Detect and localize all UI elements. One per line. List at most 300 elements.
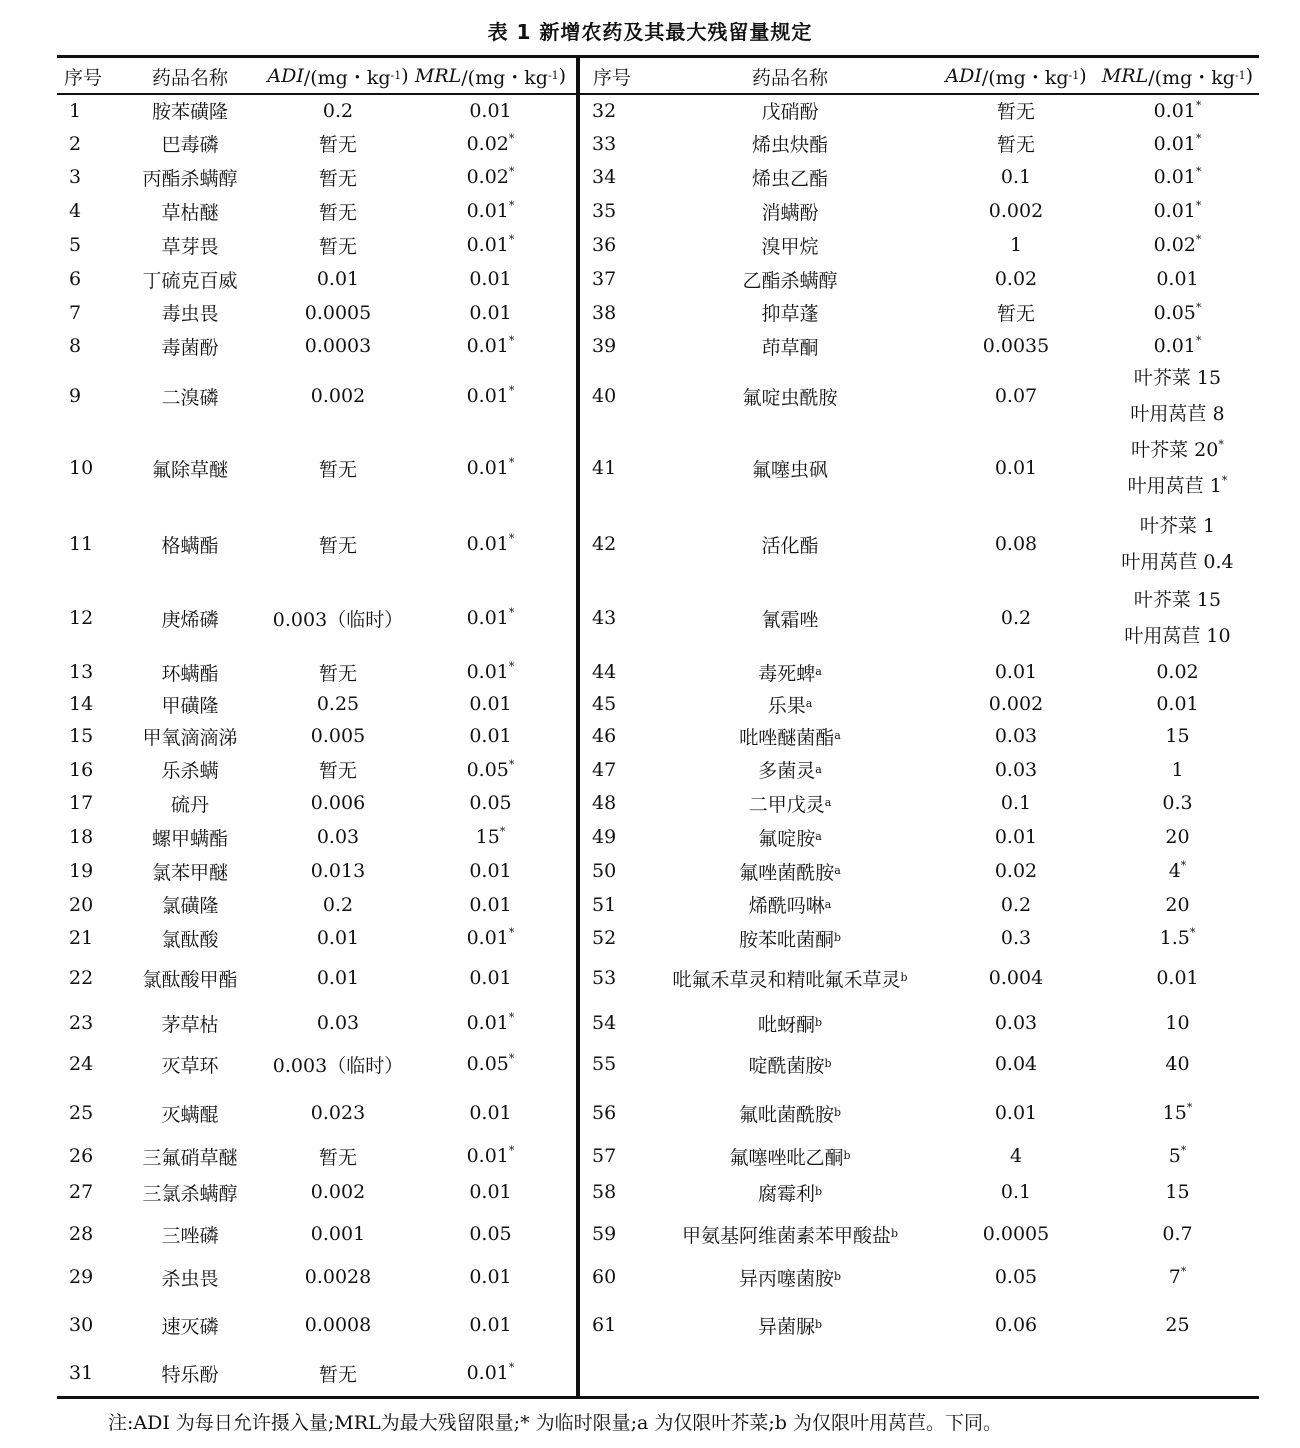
pesticide-name-text: 草枯醚: [161, 201, 219, 224]
pesticide-name-text: 烯虫炔酯: [751, 134, 828, 156]
mrl-text: 0.01: [469, 1314, 512, 1336]
table-row: [57, 1001, 576, 1045]
mrl-line: [467, 752, 515, 788]
pesticide-name-text: 速灭磷: [161, 1315, 219, 1338]
mrl-text: 叶芥菜 15: [1133, 367, 1222, 389]
adi-value: 0.001: [310, 1223, 366, 1245]
mrl-value: [1096, 921, 1259, 955]
row-number: 50: [592, 860, 617, 882]
temporary-limit-mark: *: [508, 1361, 515, 1374]
mrl-value: [1096, 1143, 1259, 1169]
pesticide-name: [109, 1169, 271, 1215]
mrl-text: 0.05: [466, 1053, 509, 1075]
table-row: [580, 1045, 1259, 1083]
mrl-line: [469, 785, 511, 821]
mrl-value: [1096, 262, 1259, 296]
row-number: 25: [69, 1102, 94, 1124]
right-header-row: [580, 58, 1259, 94]
pesticide-name: [644, 363, 936, 429]
row-number: 28: [69, 1223, 94, 1245]
row-number: 2: [69, 132, 82, 155]
row-number: 53: [592, 967, 617, 989]
mrl-line: [1165, 718, 1189, 754]
mrl-value: [1096, 1001, 1259, 1045]
adi-value: 0.023: [310, 1102, 366, 1124]
mrl-value: [405, 127, 576, 160]
row-number: 46: [592, 725, 617, 747]
row-number: 13: [69, 661, 94, 683]
pesticide-name-text: 抑草蓬: [761, 303, 819, 325]
right-table-half: [580, 58, 1259, 1396]
row-number: 7: [69, 301, 82, 324]
mrl-text: 0.01: [469, 1266, 512, 1288]
mrl-line: [1165, 1046, 1189, 1082]
pesticide-name: [644, 160, 936, 194]
pesticide-name-text: 异菌脲: [757, 1315, 815, 1338]
mrl-value: [405, 429, 576, 507]
mrl-line: [1154, 159, 1202, 195]
mrl-value: [1096, 127, 1259, 160]
row-number: 36: [592, 234, 617, 256]
mrl-text: 0.01: [469, 860, 512, 882]
row-number: 33: [592, 132, 617, 155]
temporary-limit-mark: *: [508, 199, 515, 212]
mrl-text: 20: [1165, 826, 1190, 848]
mrl-line: [469, 686, 511, 722]
mrl-line: [1124, 618, 1230, 654]
pesticide-name-text: 胺苯磺隆: [151, 101, 228, 123]
pesticide-name-text: 灭草环: [161, 1054, 219, 1077]
pesticide-name: [109, 194, 271, 228]
pesticide-name: 二甲戊灵 a: [644, 786, 936, 820]
pesticide-name: [109, 820, 271, 854]
adi-value: 0.01: [994, 826, 1038, 848]
mrl-text: 0.02: [1153, 234, 1196, 256]
row-number: 26: [69, 1145, 94, 1167]
mrl-line: [467, 1046, 515, 1082]
mrl-value: [1096, 1169, 1259, 1215]
mrl-line: [469, 887, 511, 923]
mrl-value: [405, 329, 576, 363]
row-number: 48: [592, 792, 617, 814]
adi-value: 0.04: [994, 1053, 1038, 1075]
pesticide-name-text: 胺苯吡菌酮: [738, 928, 834, 951]
adi-value: 0.005: [310, 725, 366, 747]
table-row: [57, 786, 576, 820]
row-number: 49: [592, 826, 617, 848]
pesticide-name-text: 氟唑菌酰胺: [739, 861, 835, 884]
table-row: [580, 1143, 1259, 1169]
adi-value: 4: [1009, 1145, 1023, 1167]
mrl-value: [1096, 581, 1259, 655]
mrl-line: [467, 526, 515, 562]
left-rows: [57, 94, 576, 1396]
pesticide-name: [109, 888, 271, 921]
pesticide-name-text: 毒菌酚: [161, 336, 219, 359]
mrl-value: [1096, 786, 1259, 820]
table-footnote: 注:ADI 为每日允许摄入量;MRL为最大残留限量;* 为临时限量;a 为仅限叶芥菜;b 为仅限叶用莴苣。下同。: [108, 1412, 1002, 1434]
table-row: [580, 94, 1259, 127]
adi-value: 0.05: [994, 1266, 1038, 1288]
adi-value: 0.25: [316, 693, 360, 715]
mrl-text: 5: [1168, 1145, 1181, 1167]
mrl-text: 0.01: [1156, 268, 1199, 290]
table-row: [57, 888, 576, 921]
mrl-line: [469, 1307, 511, 1343]
adi-value: 暂无: [318, 1146, 357, 1169]
table-row: [57, 820, 576, 854]
adi-value: 暂无: [318, 134, 357, 156]
header-mrl-abbr: MRL: [1101, 65, 1149, 87]
adi-value: 暂无: [996, 101, 1035, 123]
mrl-value: [1096, 1083, 1259, 1143]
pesticide-name: [109, 1045, 271, 1083]
mrl-value: [405, 94, 576, 127]
row-number: 37: [592, 268, 617, 290]
adi-value: 0.03: [994, 725, 1038, 747]
row-number: 55: [592, 1053, 617, 1075]
mrl-text: 25: [1165, 1314, 1190, 1336]
pesticide-name: [109, 1301, 271, 1349]
adi-value: 0.0028: [304, 1266, 372, 1288]
pesticide-name-text: 草芽畏: [161, 235, 219, 258]
mrl-value: [1096, 955, 1259, 1001]
row-number: 59: [592, 1223, 617, 1245]
pesticide-name: [109, 507, 271, 581]
mrl-text: 0.01: [466, 200, 509, 222]
row-number: 19: [69, 860, 94, 882]
row-number: 35: [592, 200, 617, 222]
mrl-text: 15: [1165, 1181, 1190, 1203]
table-row: [580, 581, 1259, 655]
header-adi: ADI /(mg・kg -1 ): [936, 58, 1096, 94]
mrl-line: [469, 960, 511, 996]
mrl-value: [405, 719, 576, 753]
adi-value: 暂无: [318, 1363, 357, 1386]
table-row: [57, 429, 576, 507]
mrl-value: [1096, 753, 1259, 786]
adi-value: 0.06: [994, 1314, 1038, 1336]
table-row: [57, 1349, 576, 1397]
mrl-line: [1169, 1259, 1187, 1295]
pesticide-name-text: 吡唑醚菌酯: [739, 726, 835, 749]
mrl-value: [1096, 507, 1259, 581]
mrl-line: [1165, 819, 1189, 855]
mrl-text: 叶用莴苣 8: [1130, 403, 1225, 425]
mrl-text: 0.05: [469, 792, 512, 814]
pesticide-name: [644, 429, 936, 507]
adi-value: 0.1: [1000, 792, 1032, 814]
mrl-text: 叶芥菜 1: [1139, 515, 1216, 537]
left-table-half: [57, 58, 576, 1396]
mrl-value: [1096, 888, 1259, 921]
mrl-line: [469, 93, 511, 129]
mrl-line: [469, 295, 511, 331]
row-number: 5: [69, 234, 82, 256]
table-row: [580, 786, 1259, 820]
pesticide-name: [109, 94, 271, 127]
pesticide-name-text: 二溴磷: [161, 386, 219, 409]
pesticide-name: [109, 581, 271, 655]
pesticide-name-text: 氟吡菌酰胺: [738, 1103, 834, 1126]
mrl-line: [469, 1259, 511, 1295]
adi-value: 0.03: [316, 826, 360, 848]
table-row: [580, 854, 1259, 888]
pesticide-name: [109, 655, 271, 689]
mrl-value: [405, 160, 576, 194]
pesticide-name: [109, 1143, 271, 1169]
mrl-value: [1096, 228, 1259, 262]
mrl-line: [467, 193, 515, 229]
table-row: [580, 429, 1259, 507]
adi-value: 0.0005: [982, 1223, 1050, 1245]
pesticide-name: [109, 689, 271, 719]
table-row: [57, 1215, 576, 1253]
table-row: [580, 1001, 1259, 1045]
temporary-limit-mark: *: [508, 532, 515, 545]
temporary-limit-mark: *: [1180, 1265, 1187, 1278]
table-row: [57, 655, 576, 689]
adi-value: 0.02: [994, 860, 1038, 882]
adi-value: 0.013: [310, 860, 366, 882]
mrl-line: [469, 718, 511, 754]
mrl-value: [405, 1349, 576, 1397]
mrl-value: [405, 1001, 576, 1045]
mrl-value: [1096, 296, 1259, 329]
mrl-text: 0.05: [466, 758, 509, 781]
mrl-text: 0.01: [469, 1102, 512, 1124]
mrl-text: 0.01: [466, 234, 509, 256]
header-name: 药品名称: [151, 66, 228, 89]
mrl-line: [1171, 752, 1183, 788]
table-row: [580, 1301, 1259, 1349]
mrl-value: [405, 194, 576, 228]
mrl-value: [405, 507, 576, 581]
mrl-line: [1134, 360, 1221, 396]
row-number: 44: [592, 661, 617, 683]
pesticide-name-text: 乐果: [767, 694, 806, 717]
header-seq: 序号: [592, 66, 631, 89]
mrl-value: [1096, 689, 1259, 719]
pesticide-name-text: 氯苯甲醚: [151, 861, 228, 884]
adi-value: 0.0003: [304, 335, 372, 357]
temporary-limit-mark: *: [508, 334, 515, 347]
mrl-line: [467, 654, 515, 690]
mrl-value: [405, 753, 576, 786]
mrl-text: 叶用莴苣 1: [1127, 475, 1222, 497]
mrl-line: [1134, 582, 1221, 618]
pesticide-name-text: 环螨酯: [161, 662, 219, 685]
pesticide-name-text: 二甲戊灵: [748, 793, 825, 816]
mrl-text: 0.01: [469, 967, 512, 989]
pesticide-name: [109, 1215, 271, 1253]
table-row: [580, 921, 1259, 955]
row-number: 38: [592, 301, 617, 324]
row-number: 8: [69, 335, 82, 357]
header-mrl-close: ): [558, 65, 567, 87]
mrl-text: 0.01: [466, 927, 509, 949]
pesticide-name: [109, 753, 271, 786]
pesticide-name: 吡唑醚菌酯 a: [644, 719, 936, 753]
mrl-text: 0.05: [469, 1223, 512, 1245]
pesticide-name: [109, 363, 271, 429]
pesticide-name-text: 氟噻虫砜: [751, 458, 828, 481]
adi-value: 0.3: [1000, 927, 1032, 949]
adi-value: 0.2: [1000, 607, 1032, 629]
mrl-line: [467, 450, 515, 486]
pesticide-name: 乐果 a: [644, 689, 936, 719]
mrl-line: [1154, 227, 1202, 263]
mrl-line: [467, 1355, 515, 1391]
adi-value: 暂无: [318, 201, 357, 224]
pesticide-name: [109, 786, 271, 820]
table-row: [57, 1083, 576, 1143]
pesticide-name: [644, 581, 936, 655]
pesticide-name-text: 庚烯磷: [161, 608, 219, 631]
temporary-limit-mark: *: [1195, 165, 1202, 178]
row-number: 23: [69, 1012, 94, 1034]
pesticide-name-text: 消螨酚: [761, 201, 819, 224]
pesticide-name-text: 格螨酯: [161, 534, 219, 557]
mrl-value: [1096, 655, 1259, 689]
mrl-text: 叶芥菜 20: [1131, 439, 1219, 461]
mrl-value: [405, 228, 576, 262]
mrl-value: [405, 1215, 576, 1253]
mrl-text: 0.01: [1153, 132, 1196, 155]
pesticide-name: [109, 1349, 271, 1397]
adi-value: 0.07: [994, 385, 1038, 407]
header-adi-close: ): [1079, 65, 1087, 87]
pesticide-name: [109, 854, 271, 888]
temporary-limit-mark: *: [508, 384, 515, 397]
mrl-line: [467, 227, 515, 263]
mrl-value: [405, 921, 576, 955]
mrl-line: [1163, 1095, 1193, 1131]
adi-value: 0.003（临时）: [272, 608, 404, 631]
table-row: [580, 689, 1259, 719]
temporary-limit-mark: *: [1195, 300, 1202, 314]
pesticide-name-text: 甲氧滴滴涕: [142, 726, 238, 749]
temporary-limit-mark: *: [508, 456, 515, 469]
mrl-line: [469, 1216, 511, 1252]
mrl-text: 0.01: [1156, 967, 1199, 989]
pesticide-name-text: 毒死蜱: [758, 662, 816, 685]
pesticide-name-text: 氯磺隆: [161, 895, 219, 917]
table-row: [580, 363, 1259, 429]
pesticide-name-text: 啶酰菌胺: [748, 1054, 825, 1077]
mrl-line: [1162, 785, 1192, 821]
pesticide-name: [644, 296, 936, 329]
temporary-limit-mark: *: [1186, 1101, 1193, 1114]
mrl-text: 0.01: [466, 335, 509, 357]
mrl-text: 0.01: [469, 301, 512, 324]
pesticide-name-text: 溴甲烷: [761, 235, 819, 258]
row-number: 16: [69, 758, 94, 781]
mrl-value: [405, 296, 576, 329]
adi-value: 暂无: [318, 167, 357, 190]
adi-value: 暂无: [318, 662, 357, 685]
mrl-value: [1096, 1301, 1259, 1349]
mrl-line: [1169, 853, 1187, 889]
row-number: 45: [592, 693, 617, 715]
pesticide-name: 啶酰菌胺 b: [644, 1045, 936, 1083]
table-row: [580, 1215, 1259, 1253]
adi-value: 0.01: [316, 927, 360, 949]
mrl-value: [1096, 94, 1259, 127]
table-row: [580, 507, 1259, 581]
table-row: [580, 888, 1259, 921]
mrl-text: 0.01: [466, 533, 509, 555]
mrl-line: [469, 261, 511, 297]
pesticide-name-text: 多菌灵: [758, 760, 816, 782]
temporary-limit-mark: *: [508, 1144, 515, 1157]
row-number: 22: [69, 967, 94, 989]
mrl-line: [467, 1005, 515, 1041]
mrl-text: 15: [1162, 1102, 1187, 1124]
table-row: [57, 160, 576, 194]
mrl-line: [467, 920, 515, 956]
mrl-text: 0.01: [466, 1145, 509, 1167]
pesticide-name-text: 吡氟禾草灵和精吡氟禾草灵: [672, 968, 901, 991]
pesticide-name-text: 硫丹: [170, 793, 209, 816]
temporary-limit-mark: *: [1180, 1144, 1187, 1157]
header-adi-abbr: ADI: [945, 65, 982, 87]
temporary-limit-mark: *: [1195, 131, 1202, 145]
pesticide-name: [644, 228, 936, 262]
adi-value: 暂无: [318, 760, 357, 782]
mrl-line: [467, 378, 515, 414]
mrl-text: 0.01: [469, 1181, 512, 1203]
mrl-line: [1154, 328, 1202, 364]
pesticide-name-text: 烯虫乙酯: [751, 167, 828, 190]
row-number: 12: [69, 607, 94, 629]
temporary-limit-mark: *: [1195, 199, 1202, 212]
table-row: [57, 955, 576, 1001]
header-adi-unit: /(mg・kg: [981, 66, 1069, 89]
header-mrl: MRL /(mg・kg -1 ): [1096, 58, 1259, 94]
table-row: [57, 228, 576, 262]
temporary-limit-mark: *: [1195, 334, 1202, 347]
row-number: 27: [69, 1181, 94, 1203]
right-rows: [580, 94, 1259, 1396]
mrl-text: 1: [1171, 758, 1184, 781]
temporary-limit-mark: *: [508, 757, 515, 771]
mrl-line: [1165, 1174, 1189, 1210]
mrl-text: 10: [1165, 1012, 1190, 1034]
pesticide-name: 毒死蜱 a: [644, 655, 936, 689]
table-row: [580, 1169, 1259, 1215]
mrl-value: [1096, 820, 1259, 854]
pesticide-name: [644, 194, 936, 228]
mrl-text: 1.5: [1159, 927, 1190, 949]
table-row: [580, 228, 1259, 262]
mrl-text: 0.01: [469, 725, 512, 747]
table-row: [580, 955, 1259, 1001]
temporary-limit-mark: *: [1195, 98, 1202, 112]
pesticide-name-text: 氯酞酸: [161, 928, 219, 951]
mrl-value: [1096, 1045, 1259, 1083]
pesticide-name-text: 甲磺隆: [161, 694, 219, 717]
pesticide-name: [644, 329, 936, 363]
mrl-value: [1096, 719, 1259, 753]
row-number: 60: [592, 1266, 617, 1288]
adi-value: 0.08: [994, 533, 1038, 555]
mrl-text: 0.01: [1156, 693, 1199, 715]
mrl-line: [1140, 508, 1215, 544]
adi-value: 0.006: [310, 792, 366, 814]
mrl-value: [405, 1083, 576, 1143]
adi-value: 0.01: [994, 661, 1038, 683]
